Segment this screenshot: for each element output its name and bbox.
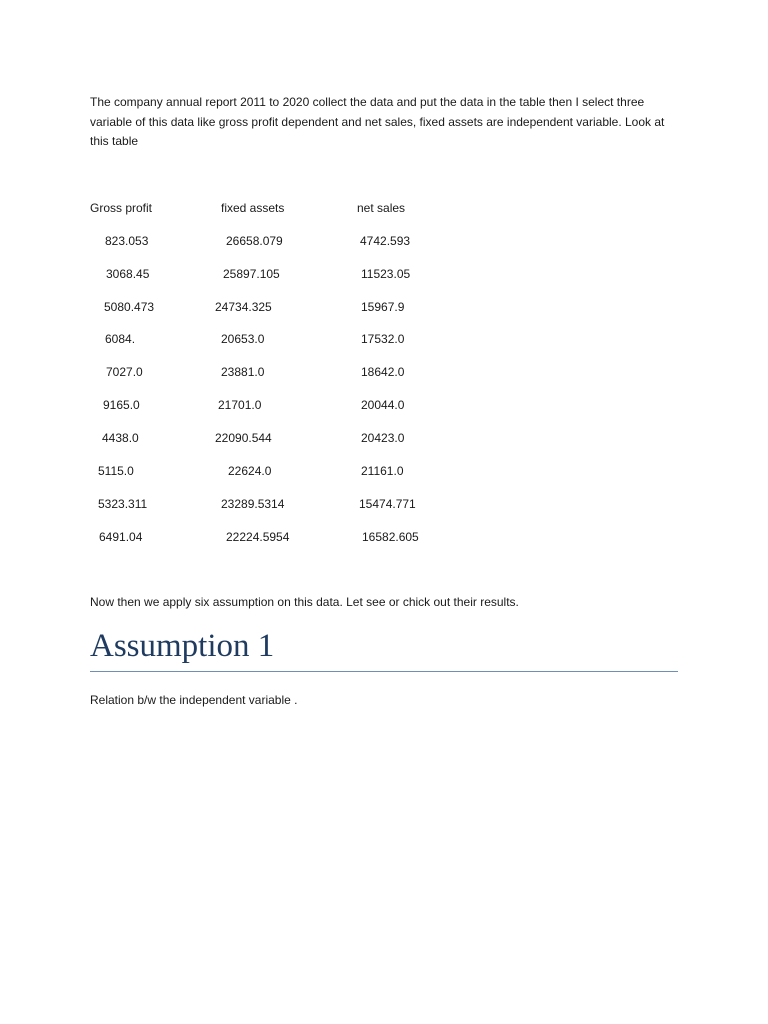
heading-underline <box>90 671 678 672</box>
table-cell: 23881.0 <box>221 365 265 379</box>
table-cell: 15967.9 <box>361 300 405 314</box>
table-cell: 21161.0 <box>361 464 404 478</box>
table-cell: 5080.473 <box>104 300 155 314</box>
table-cell: 3068.45 <box>106 267 150 281</box>
table-cell: 15474.771 <box>359 497 416 511</box>
table-cell: 17532.0 <box>361 332 405 346</box>
table-cell: 9165.0 <box>103 398 140 412</box>
table-cell: 6084. <box>105 332 136 346</box>
table-cell: 21701.0 <box>218 398 262 412</box>
header-net-sales: net sales <box>357 201 406 215</box>
table-cell: 11523.05 <box>361 267 411 281</box>
table-cell: 5115.0 <box>98 464 134 478</box>
section-heading: Assumption 1 <box>90 628 275 664</box>
table-cell: 20653.0 <box>221 332 265 346</box>
intro-paragraph: The company annual report 2011 to 2020 collect the data and put the data in the table then I select three variable of this data like gross profit dependent and net sales, fixed assets are independent variable. Look at this table <box>90 95 665 148</box>
table-cell: 20423.0 <box>361 431 405 445</box>
table-cell: 26658.079 <box>226 234 283 248</box>
table-cell: 7027.0 <box>106 365 143 379</box>
table-cell: 4438.0 <box>102 431 139 445</box>
table-cell: 22224.5954 <box>226 530 290 544</box>
table-cell: 5323.311 <box>98 497 148 511</box>
table-cell: 4742.593 <box>360 234 411 248</box>
table-cell: 20044.0 <box>361 398 405 412</box>
assumptions-intro-paragraph: Now then we apply six assumption on this data. Let see or chick out their results. <box>90 595 519 609</box>
table-cell: 24734.325 <box>215 300 272 314</box>
table-cell: 18642.0 <box>361 365 405 379</box>
section-paragraph: Relation b/w the independent variable . <box>90 693 298 707</box>
table-cell: 23289.5314 <box>221 497 285 511</box>
table-cell: 25897.105 <box>223 267 280 281</box>
table-cell: 823.053 <box>105 234 149 248</box>
header-gross-profit: Gross profit <box>90 201 153 215</box>
table-cell: 22624.0 <box>228 464 272 478</box>
header-fixed-assets: fixed assets <box>221 201 285 215</box>
table-cell: 16582.605 <box>362 530 419 544</box>
table-cell: 6491.04 <box>99 530 143 544</box>
table-cell: 22090.544 <box>215 431 272 445</box>
